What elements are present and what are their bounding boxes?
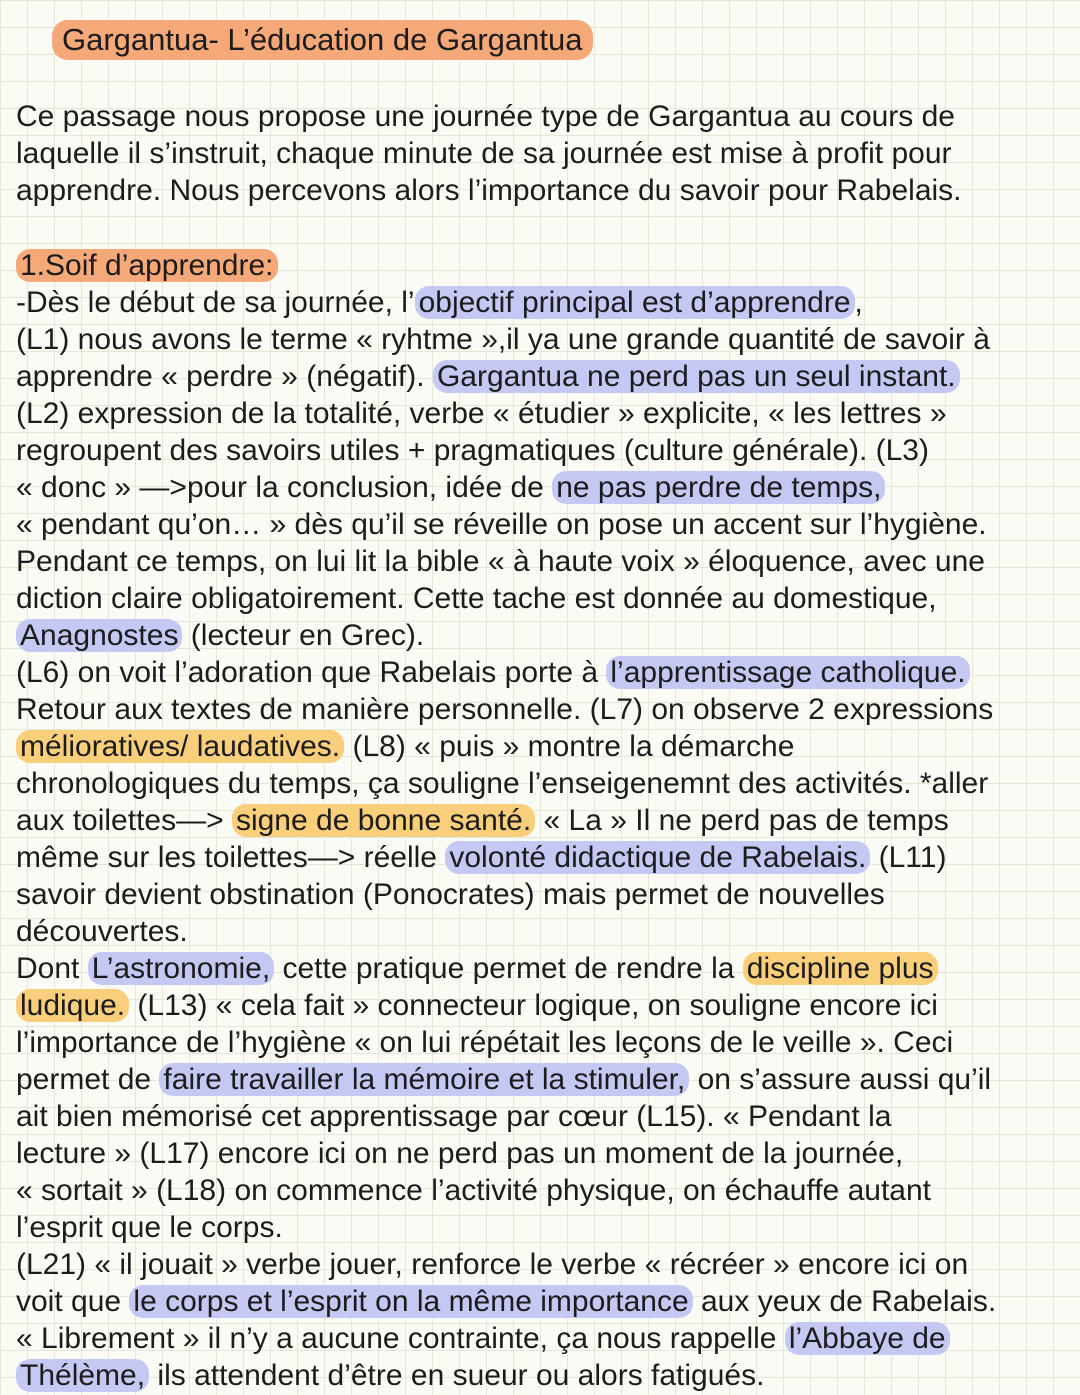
text-segment: Dont [16,952,88,985]
page-title: Gargantua- L’éducation de Gargantua [52,20,593,60]
text-line [16,1283,1056,1320]
highlight-blue: Thélème, [16,1359,149,1392]
text-line: découvertes. [16,915,188,948]
text-segment: apprendre « perdre » (négatif). [16,360,433,393]
text-line: l’esprit que le corps. [16,1211,283,1244]
text-segment: aux toilettes—> [16,804,232,837]
text-line [16,728,1056,765]
intro-line: Ce passage nous propose une journée type de Gargantua au cours de [16,100,955,133]
text-line: (L21) « il jouait » verbe jouer, renforce le verbe « récréer » encore ici on [16,1248,969,1281]
text-line [16,802,1056,839]
highlight-blue: L’astronomie, [88,952,274,985]
text-segment: -Dès le début de sa journée, l’ [16,286,415,319]
highlight-blue: le corps et l’esprit on la même importance [129,1285,692,1318]
highlight-blue: ne pas perdre de temps, [552,471,885,504]
text-segment: (L13) « cela fait » connecteur logique, on souligne encore ici [129,989,938,1022]
text-segment: (L11) [870,841,947,874]
text-line [16,654,1056,691]
highlight-yellow: ludique. [16,989,129,1022]
text-line [16,617,1056,654]
text-line: (L2) expression de la totalité, verbe « étudier » explicite, « les lettres » [16,397,947,430]
text-line [16,1061,1056,1098]
text-line: regroupent des savoirs utiles + pragmatiques (culture générale). (L3) [16,434,929,467]
text-segment: aux yeux de Rabelais. [692,1285,997,1318]
highlight-blue: l’apprentissage catholique. [606,656,969,689]
text-line: l’importance de l’hygiène « on lui répétait les leçons de le veille ». Ceci [16,1026,954,1059]
highlight-blue: faire travailler la mémoire et la stimuler, [159,1063,689,1096]
text-line: lecture » (L17) encore ici on ne perd pas un moment de la journée, [16,1137,904,1170]
text-line [16,839,1056,876]
text-segment: voit que [16,1285,130,1318]
text-line [16,950,1056,987]
text-line: chronologiques du temps, ça souligne l’enseigenemnt des activités. *aller [16,767,989,800]
intro-paragraph [16,98,1056,209]
text-line [16,358,1056,395]
text-line: Pendant ce temps, on lui lit la bible « à haute voix » éloquence, avec une [16,545,985,578]
text-segment: (L8) « puis » montre la démarche [344,730,795,763]
text-line [16,1357,1056,1394]
text-segment: , [854,286,863,319]
highlight-yellow: mélioratives/ laudatives. [16,730,344,763]
text-line [16,1320,1056,1357]
section-body [16,247,1056,1394]
section-heading: 1.Soif d’apprendre: [16,249,278,282]
text-segment: permet de [16,1063,160,1096]
text-line: diction claire obligatoirement. Cette tache est donnée au domestique, [16,582,937,615]
highlight-blue: objectif principal est d’apprendre [415,286,855,319]
text-line: savoir devient obstination (Ponocrates) mais permet de nouvelles [16,878,885,911]
highlight-blue: l’Abbaye de [785,1322,950,1355]
intro-line: apprendre. Nous percevons alors l’importance du savoir pour Rabelais. [16,174,962,207]
text-line: « sortait » (L18) on commence l’activité physique, on échauffe autant [16,1174,931,1207]
text-line: Retour aux textes de manière personnelle. (L7) on observe 2 expressions [16,693,994,726]
section-heading-line [16,247,1056,284]
highlight-yellow: signe de bonne santé. [232,804,535,837]
text-segment: (L6) on voit l’adoration que Rabelais porte à [16,656,607,689]
text-segment: on s’assure aussi qu’il [689,1063,992,1096]
highlight-blue: Gargantua ne perd pas un seul instant. [433,360,960,393]
text-segment: « Librement » il n’y a aucune contrainte, ça nous rappelle [16,1322,785,1355]
text-line: « pendant qu’on… » dès qu’il se réveille on pose un accent sur l’hygiène. [16,508,987,541]
text-line: (L1) nous avons le terme « ryhtme »,il ya une grande quantité de savoir à [16,323,990,356]
highlight-blue: volonté didactique de Rabelais. [445,841,870,874]
text-segment: (lecteur en Grec). [182,619,425,652]
text-line [16,284,1056,321]
text-line [16,987,1056,1024]
text-segment: même sur les toilettes—> réelle [16,841,446,874]
text-line: ait bien mémorisé cet apprentissage par cœur (L15). « Pendant la [16,1100,892,1133]
text-line [16,469,1056,506]
text-segment: cette pratique permet de rendre la [274,952,743,985]
highlight-blue: Anagnostes [16,619,182,652]
text-segment: « donc » —>pour la conclusion, idée de [16,471,553,504]
text-segment: « La » Il ne perd pas de temps [535,804,949,837]
intro-line: laquelle il s’instruit, chaque minute de sa journée est mise à profit pour [16,137,952,170]
text-segment: ils attendent d’être en sueur ou alors fatigués. [149,1359,765,1392]
highlight-yellow: discipline plus [743,952,938,985]
